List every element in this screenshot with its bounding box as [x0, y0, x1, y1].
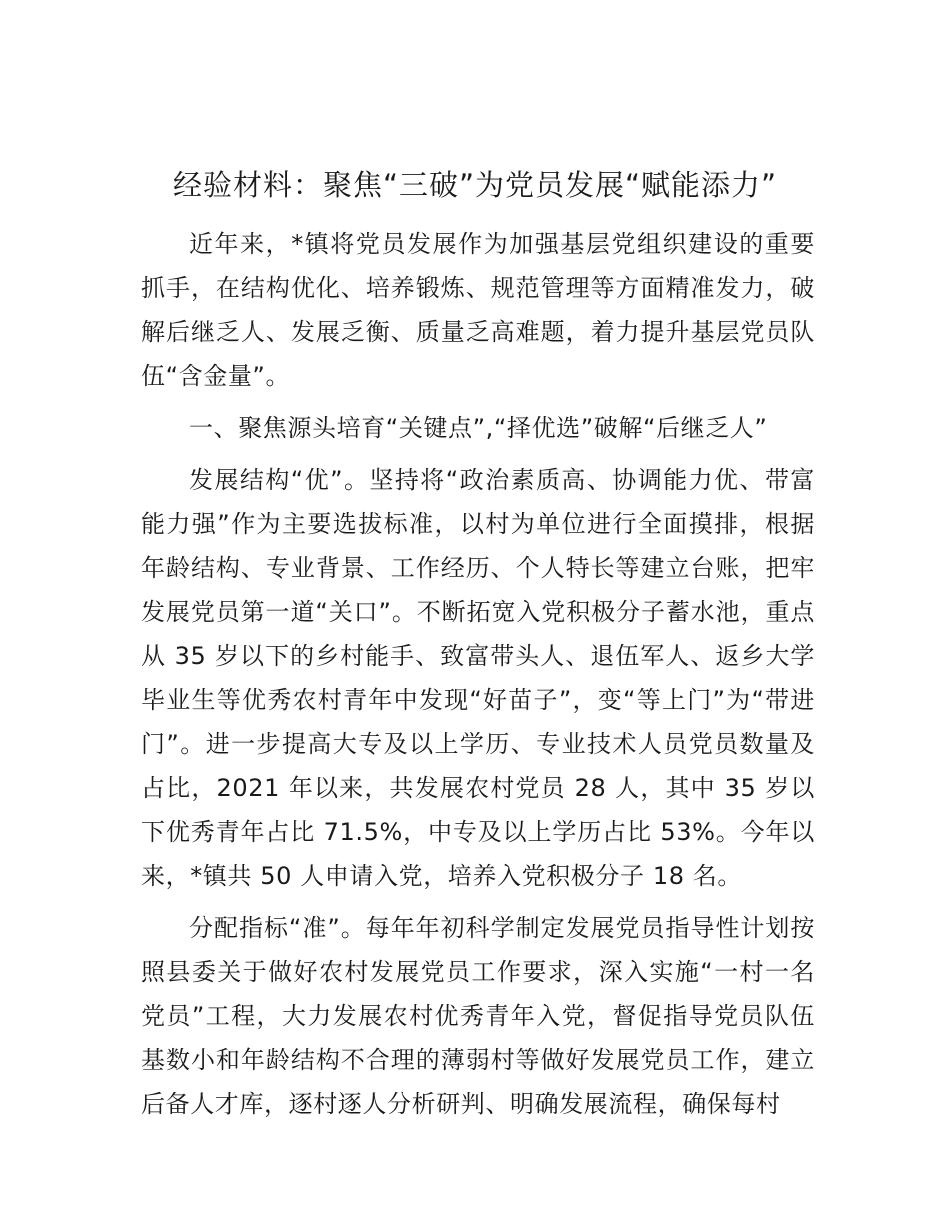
paragraph-intro: 近年来，*镇将党员发展作为加强基层党组织建设的重要抓手，在结构优化、培养锻炼、规范管理等方面精准发力，破解后继乏人、发展乏衡、质量乏高难题，着力提升基层党员队伍“含金量”。: [141, 230, 815, 390]
paragraph-gap: [141, 898, 815, 906]
paragraph-structure: 发展结构“优”。坚持将“政治素质高、协调能力优、带富能力强”作为主要选拔标准，以村为单位进行全面摸排，根据年龄结构、专业背景、工作经历、个人特长等建立台账，把牢发展党员第一道“关口”。不断拓宽入党积极分子蓄水池，重点从 35 岁以下的乡村能手、致富带头人、退伍军人、返乡大学毕业生等优秀农村青年中发现“好苗子”，变“等上门”为“带进门”。进一步提高大专及以上学历、专业技术人员党员数量及占比，2021 年以来，共发展农村党员 28 人，其中 35 岁以下优秀青年占比 71.5%，中专及以上学历占比 53%。今年以来，*镇共 50 人申请入党，培养入党积极分子 18 名。: [141, 466, 815, 890]
paragraph-quota: 分配指标“准”。每年年初科学制定发展党员指导性计划按照县委关于做好农村发展党员工作要求，深入实施“一村一名党员”工程，大力发展农村优秀青年入党，督促指导党员队伍基数小和年龄结构不合理的薄弱村等做好发展党员工作，建立后备人才库，逐村逐人分析研判、明确发展流程，确保每村: [141, 914, 815, 1118]
section-heading-1: 一、聚焦源头培育“关键点”,“择优选”破解“后继乏人”: [189, 414, 768, 442]
paragraph-gap: [141, 398, 815, 406]
document-body: [141, 222, 815, 1126]
paragraph-gap: [141, 450, 815, 458]
document-title: 经验材料：聚焦“三破”为党员发展“赋能添力”: [172, 168, 778, 202]
